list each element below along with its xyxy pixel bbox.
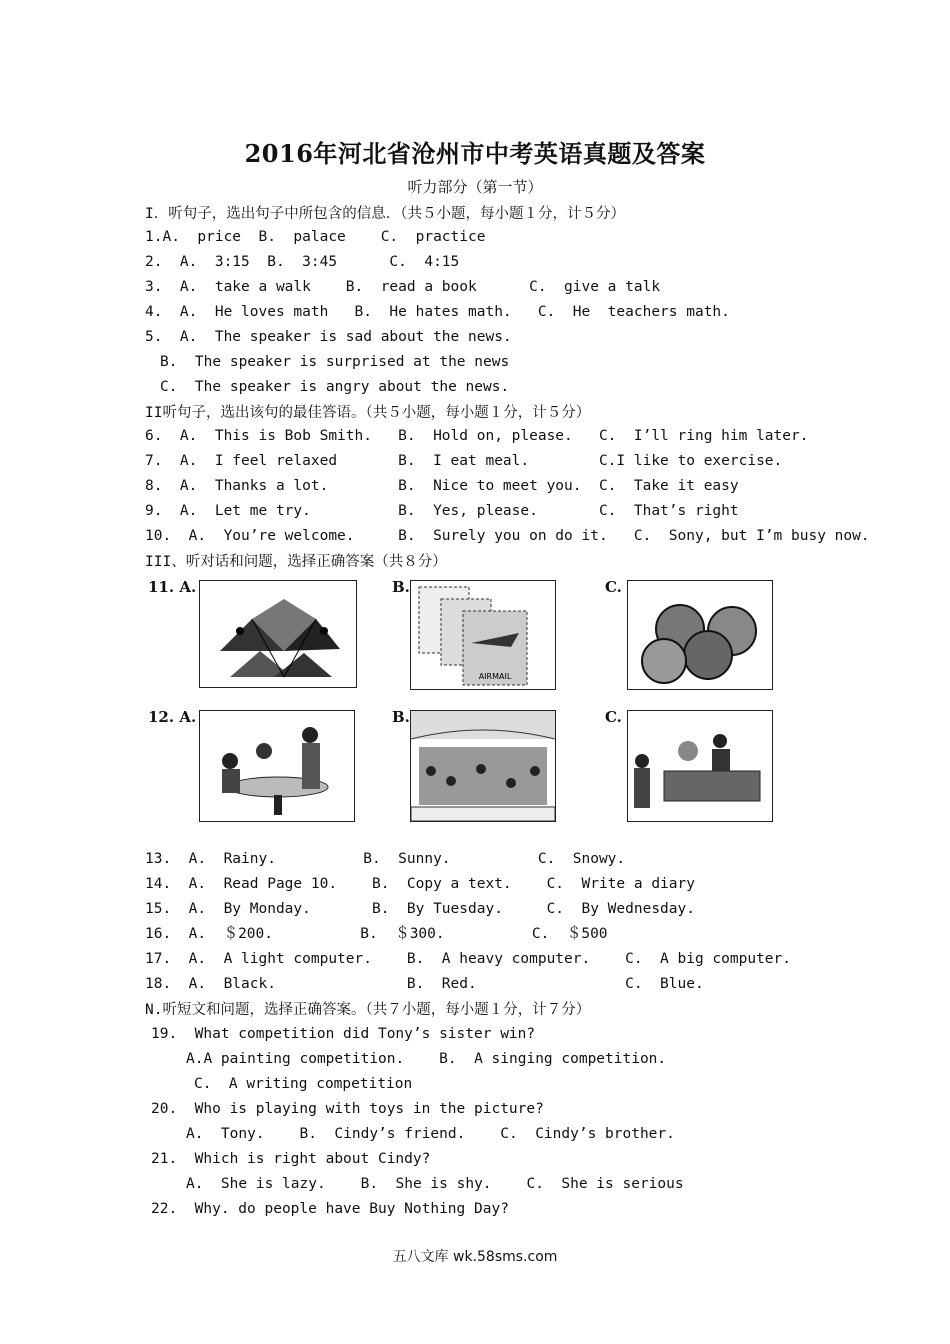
question-4: 4. A. He loves math B. He hates math. C. He teachers math. [145,304,730,320]
question-14: 14. A. Read Page 10. B. Copy a text. C. Write a diary [145,876,695,892]
section-subtitle: 听力部分（第一节） [407,178,543,196]
q12-label-a: 12. A. [148,708,197,726]
question-10: 10. A. You’re welcome. B. Surely you on do it. C. Sony, but I’m busy now. [145,528,870,544]
q11-label-a: 11. A. [148,578,197,596]
section-4-heading: N.听短文和问题，选择正确答案。（共７小题，每小题１分，计７分） [145,1002,591,1018]
question-19: 19. What competition did Tony’s sister win? [151,1026,536,1042]
footer-watermark: 五八文库 wk.58sms.com [392,1249,558,1265]
q12-label-c: C. [605,708,622,726]
question-3: 3. A. take a walk B. read a book C. give a talk [145,279,661,295]
question-17: 17. A. A light computer. B. A heavy computer. C. A big computer. [145,951,792,967]
question-18: 18. A. Black. B. Red. C. Blue. [145,976,704,992]
q11-label-b: B. [392,578,410,596]
market-picture [627,710,773,822]
question-5-option-b: B. The speaker is surprised at the news [160,354,510,370]
question-19-options: A.A painting competition. B. A singing competition. [186,1051,667,1067]
restaurant-picture [199,710,355,822]
question-6: 6. A. This is Bob Smith. B. Hold on, please. C. I’ll ring him later. [145,428,809,444]
question-21-options: A. She is lazy. B. She is shy. C. She is serious [186,1176,684,1192]
question-1: 1.A. price B. palace C. practice [145,229,486,245]
question-8: 8. A. Thanks a lot. B. Nice to meet you. C. Take it easy [145,478,739,494]
section-2-heading: II听句子，选出该句的最佳答语。（共５小题，每小题１分，计５分） [145,405,591,421]
question-19-option-c: C. A writing competition [194,1076,413,1092]
question-16: 16. A. ＄200. B. ＄300. C. ＄500 [145,926,608,942]
q11-label-c: C. [605,578,622,596]
question-15: 15. A. By Monday. B. By Tuesday. C. By Wednesday. [145,901,695,917]
question-13: 13. A. Rainy. B. Sunny. C. Snowy. [145,851,626,867]
question-2: 2. A. 3:15 B. 3:45 C. 4:15 [145,254,460,270]
question-21: 21. Which is right about Cindy? [151,1151,431,1167]
stamps-picture [410,580,556,690]
coins-picture [627,580,773,690]
stamp-airmail-text: AIRMAIL [478,672,512,681]
section-1-heading: I．听句子，选出句子中所包含的信息．（共５小题，每小题１分，计５分） [145,206,625,222]
question-20-options: A. Tony. B. Cindy’s friend. C. Cindy’s brother. [186,1126,675,1142]
question-9: 9. A. Let me try. B. Yes, please. C. That’s right [145,503,739,519]
section-3-heading: III、听对话和问题，选择正确答案（共８分） [145,554,447,570]
question-22: 22. Why. do people have Buy Nothing Day? [151,1201,509,1217]
crowd-picture [410,710,556,822]
question-7: 7. A. I feel relaxed B. I eat meal. C.I like to exercise. [145,453,783,469]
question-5: 5. A. The speaker is sad about the news. [145,329,512,345]
question-5-option-c: C. The speaker is angry about the news. [160,379,510,395]
q12-label-b: B. [392,708,410,726]
document-title: 2016年河北省沧州市中考英语真题及答案 [244,139,706,168]
kite-picture [199,580,357,688]
question-20: 20. Who is playing with toys in the picture? [151,1101,544,1117]
